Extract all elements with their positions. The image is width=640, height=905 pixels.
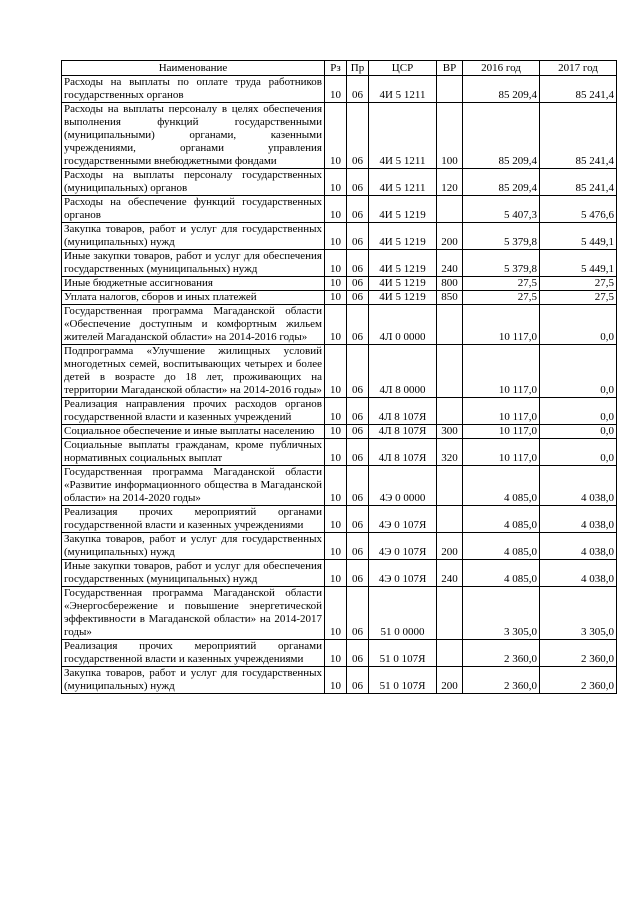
cell-name: Иные закупки товаров, работ и услуг для обеспечения государственных (муниципальных) нужд (62, 560, 325, 587)
table-body (62, 76, 617, 694)
cell-rz: 10 (325, 305, 347, 345)
cell-csr: 4И 5 1219 (369, 250, 437, 277)
cell-rz: 10 (325, 425, 347, 439)
cell-csr: 4Э 0 0000 (369, 466, 437, 506)
cell-pr: 06 (347, 223, 369, 250)
cell-name: Подпрограмма «Улучшение жилищных условий многодетных семей, воспитывающих четырех и более детей в возрасте до 18 лет, проживающих на территории Магаданской области» на 2014-2016 годы» (62, 345, 325, 398)
cell-pr: 06 (347, 103, 369, 169)
cell-2016: 3 305,0 (463, 587, 540, 640)
cell-2017: 2 360,0 (540, 640, 617, 667)
table-row (62, 439, 617, 466)
table-row (62, 103, 617, 169)
cell-csr: 4И 5 1219 (369, 277, 437, 291)
cell-2016: 10 117,0 (463, 439, 540, 466)
table-row (62, 533, 617, 560)
cell-pr: 06 (347, 425, 369, 439)
header-csr: ЦСР (369, 61, 437, 76)
table-row (62, 345, 617, 398)
cell-name: Реализация направления прочих расходов органов государственной власти и казенных учреждений (62, 398, 325, 425)
table-row (62, 277, 617, 291)
cell-vr: 300 (437, 425, 463, 439)
cell-csr: 4И 5 1211 (369, 76, 437, 103)
cell-vr: 240 (437, 250, 463, 277)
cell-2016: 10 117,0 (463, 425, 540, 439)
cell-name: Расходы на выплаты персоналу государственных (муниципальных) органов (62, 169, 325, 196)
table-row (62, 250, 617, 277)
header-2016: 2016 год (463, 61, 540, 76)
header-name: Наименование (62, 61, 325, 76)
budget-table (61, 60, 617, 694)
cell-name: Государственная программа Магаданской области «Обеспечение доступным и комфортным жильем жителей Магаданской области» на 2014-2016 годы» (62, 305, 325, 345)
cell-pr: 06 (347, 250, 369, 277)
cell-vr (437, 196, 463, 223)
cell-pr: 06 (347, 169, 369, 196)
cell-2016: 5 407,3 (463, 196, 540, 223)
cell-2016: 10 117,0 (463, 345, 540, 398)
table-row (62, 223, 617, 250)
cell-csr: 4И 5 1219 (369, 196, 437, 223)
cell-2017: 4 038,0 (540, 533, 617, 560)
header-2017: 2017 год (540, 61, 617, 76)
table-row (62, 196, 617, 223)
cell-csr: 4Э 0 107Я (369, 560, 437, 587)
cell-pr: 06 (347, 560, 369, 587)
cell-vr (437, 640, 463, 667)
cell-vr (437, 466, 463, 506)
cell-pr: 06 (347, 291, 369, 305)
header-rz: Рз (325, 61, 347, 76)
table-row (62, 640, 617, 667)
cell-name: Социальное обеспечение и иные выплаты населению (62, 425, 325, 439)
cell-pr: 06 (347, 640, 369, 667)
table-row (62, 466, 617, 506)
cell-2017: 0,0 (540, 425, 617, 439)
cell-2016: 4 085,0 (463, 506, 540, 533)
cell-name: Расходы на обеспечение функций государственных органов (62, 196, 325, 223)
cell-pr: 06 (347, 506, 369, 533)
cell-rz: 10 (325, 223, 347, 250)
cell-2017: 85 241,4 (540, 103, 617, 169)
cell-csr: 4Л 8 0000 (369, 345, 437, 398)
cell-2017: 2 360,0 (540, 667, 617, 694)
cell-csr: 4Л 8 107Я (369, 425, 437, 439)
cell-vr (437, 506, 463, 533)
cell-vr (437, 345, 463, 398)
cell-2016: 85 209,4 (463, 76, 540, 103)
cell-pr: 06 (347, 587, 369, 640)
header-pr: Пр (347, 61, 369, 76)
cell-csr: 51 0 0000 (369, 587, 437, 640)
cell-name: Закупка товаров, работ и услуг для государственных (муниципальных) нужд (62, 223, 325, 250)
cell-rz: 10 (325, 76, 347, 103)
cell-2017: 0,0 (540, 439, 617, 466)
cell-2016: 5 379,8 (463, 223, 540, 250)
cell-vr: 850 (437, 291, 463, 305)
cell-vr (437, 398, 463, 425)
cell-rz: 10 (325, 345, 347, 398)
cell-2016: 2 360,0 (463, 640, 540, 667)
cell-name: Расходы на выплаты персоналу в целях обеспечения выполнения функций государственными (муниципальными) органами, казенными учреждениями, органами управления государственными внебюджетными фондами (62, 103, 325, 169)
cell-name: Государственная программа Магаданской области «Развитие информационного общества в Магаданской области» на 2014-2020 годы» (62, 466, 325, 506)
cell-csr: 4Л 0 0000 (369, 305, 437, 345)
cell-vr: 320 (437, 439, 463, 466)
cell-vr: 120 (437, 169, 463, 196)
cell-2017: 0,0 (540, 305, 617, 345)
cell-csr: 4И 5 1211 (369, 169, 437, 196)
cell-vr: 800 (437, 277, 463, 291)
table-header-row (62, 61, 617, 76)
cell-2016: 85 209,4 (463, 169, 540, 196)
cell-csr: 4Л 8 107Я (369, 398, 437, 425)
cell-csr: 51 0 107Я (369, 667, 437, 694)
cell-pr: 06 (347, 466, 369, 506)
cell-csr: 4И 5 1211 (369, 103, 437, 169)
cell-name: Реализация прочих мероприятий органами государственной власти и казенных учреждениями (62, 506, 325, 533)
cell-2017: 5 449,1 (540, 250, 617, 277)
cell-pr: 06 (347, 345, 369, 398)
cell-pr: 06 (347, 305, 369, 345)
cell-vr (437, 587, 463, 640)
cell-name: Социальные выплаты гражданам, кроме публичных нормативных социальных выплат (62, 439, 325, 466)
cell-2016: 10 117,0 (463, 305, 540, 345)
cell-pr: 06 (347, 439, 369, 466)
cell-2017: 3 305,0 (540, 587, 617, 640)
cell-2017: 27,5 (540, 291, 617, 305)
cell-vr (437, 76, 463, 103)
cell-rz: 10 (325, 466, 347, 506)
cell-csr: 4Л 8 107Я (369, 439, 437, 466)
cell-pr: 06 (347, 277, 369, 291)
cell-2017: 27,5 (540, 277, 617, 291)
cell-vr: 240 (437, 560, 463, 587)
cell-rz: 10 (325, 640, 347, 667)
cell-2016: 27,5 (463, 277, 540, 291)
header-vr: ВР (437, 61, 463, 76)
cell-name: Закупка товаров, работ и услуг для государственных (муниципальных) нужд (62, 667, 325, 694)
cell-rz: 10 (325, 196, 347, 223)
table-row (62, 398, 617, 425)
cell-vr: 200 (437, 533, 463, 560)
cell-2017: 85 241,4 (540, 76, 617, 103)
table-row (62, 667, 617, 694)
cell-2017: 4 038,0 (540, 560, 617, 587)
cell-rz: 10 (325, 560, 347, 587)
cell-rz: 10 (325, 398, 347, 425)
cell-vr: 200 (437, 667, 463, 694)
cell-2017: 4 038,0 (540, 506, 617, 533)
cell-name: Реализация прочих мероприятий органами государственной власти и казенных учреждениями (62, 640, 325, 667)
cell-2016: 2 360,0 (463, 667, 540, 694)
cell-name: Государственная программа Магаданской области «Энергосбережение и повышение энергетической эффективности в Магаданской области» на 2014-2017 годы» (62, 587, 325, 640)
cell-2016: 4 085,0 (463, 560, 540, 587)
cell-name: Расходы на выплаты по оплате труда работников государственных органов (62, 76, 325, 103)
cell-rz: 10 (325, 291, 347, 305)
cell-vr: 100 (437, 103, 463, 169)
cell-csr: 4И 5 1219 (369, 223, 437, 250)
table-row (62, 169, 617, 196)
cell-vr: 200 (437, 223, 463, 250)
cell-rz: 10 (325, 439, 347, 466)
table-row (62, 587, 617, 640)
cell-2017: 5 476,6 (540, 196, 617, 223)
cell-pr: 06 (347, 533, 369, 560)
table-row (62, 291, 617, 305)
cell-name: Уплата налогов, сборов и иных платежей (62, 291, 325, 305)
table-row (62, 425, 617, 439)
cell-csr: 4Э 0 107Я (369, 506, 437, 533)
cell-csr: 4Э 0 107Я (369, 533, 437, 560)
cell-name: Иные закупки товаров, работ и услуг для обеспечения государственных (муниципальных) нужд (62, 250, 325, 277)
cell-2016: 4 085,0 (463, 533, 540, 560)
cell-2016: 5 379,8 (463, 250, 540, 277)
cell-2017: 0,0 (540, 398, 617, 425)
cell-2017: 85 241,4 (540, 169, 617, 196)
cell-2016: 10 117,0 (463, 398, 540, 425)
table-row (62, 76, 617, 103)
cell-pr: 06 (347, 196, 369, 223)
table-row (62, 506, 617, 533)
cell-2017: 4 038,0 (540, 466, 617, 506)
cell-rz: 10 (325, 506, 347, 533)
cell-rz: 10 (325, 250, 347, 277)
cell-name: Иные бюджетные ассигнования (62, 277, 325, 291)
cell-2016: 4 085,0 (463, 466, 540, 506)
table-row (62, 305, 617, 345)
cell-rz: 10 (325, 533, 347, 560)
cell-pr: 06 (347, 76, 369, 103)
table-row (62, 560, 617, 587)
cell-2017: 0,0 (540, 345, 617, 398)
cell-csr: 51 0 107Я (369, 640, 437, 667)
cell-csr: 4И 5 1219 (369, 291, 437, 305)
cell-name: Закупка товаров, работ и услуг для государственных (муниципальных) нужд (62, 533, 325, 560)
cell-2016: 85 209,4 (463, 103, 540, 169)
cell-pr: 06 (347, 398, 369, 425)
cell-vr (437, 305, 463, 345)
cell-rz: 10 (325, 277, 347, 291)
cell-rz: 10 (325, 169, 347, 196)
cell-rz: 10 (325, 667, 347, 694)
cell-pr: 06 (347, 667, 369, 694)
cell-2017: 5 449,1 (540, 223, 617, 250)
cell-2016: 27,5 (463, 291, 540, 305)
cell-rz: 10 (325, 587, 347, 640)
cell-rz: 10 (325, 103, 347, 169)
